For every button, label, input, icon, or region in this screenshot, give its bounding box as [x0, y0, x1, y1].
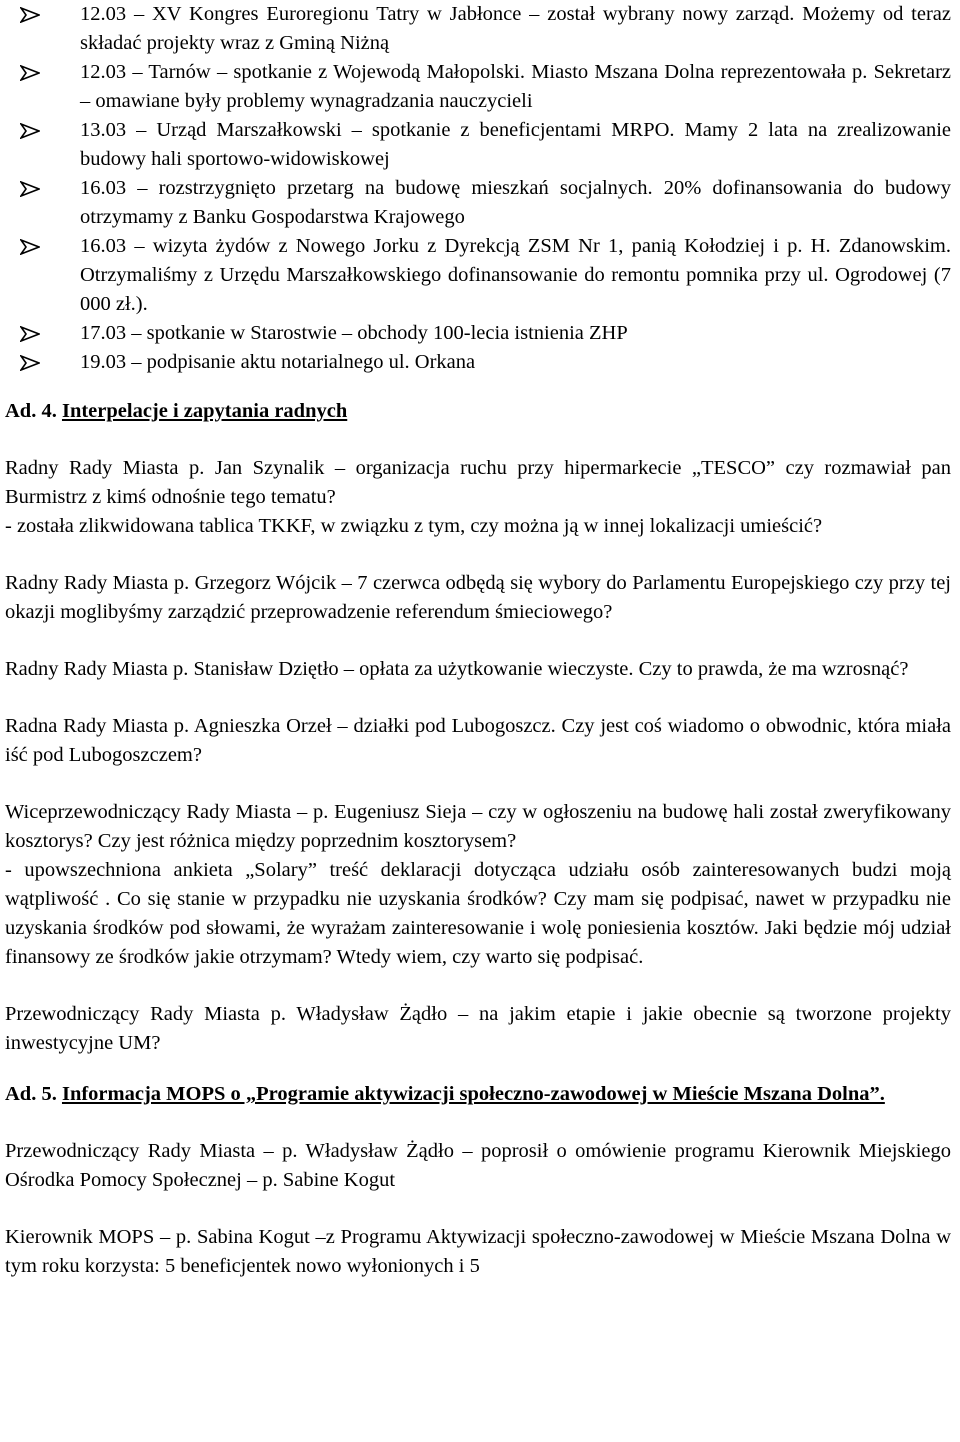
list-item: [5, 232, 951, 319]
section-heading-ad5: [5, 1080, 951, 1109]
list-item-text: 19.03 – podpisanie aktu notarialnego ul. Orkana: [80, 351, 476, 373]
document-page: [5, 0, 951, 1281]
list-item: [5, 116, 951, 174]
arrow-bullet-icon: [20, 7, 40, 23]
arrow-bullet-icon: [20, 181, 40, 197]
paragraph: - upowszechniona ankieta „Solary” treść deklaracji dotycząca udziału osób zainteresowanych budzi moją wątpliwość . Co się stanie w przypadku nie uzyskania środków? Czy mam się podpisać, nawet w przypadku nie uzyskania środków pod słowami, że wyrażam zainteresowanie i wolę poniesienia kosztów. Jaki będzie mój udział finansowy ze środków jakie otrzymam? Wtedy wiem, czy warto się podpisać.: [5, 859, 951, 968]
arrow-bullet-icon: [20, 355, 40, 371]
list-item-text: 16.03 – wizyta żydów z Nowego Jorku z Dyrekcją ZSM Nr 1, panią Kołodziej i p. H. Zdanowskim. Otrzymaliśmy z Urzędu Marszałkowskiego dofinansowanie do remontu pomnika przy ul. Ogrodowej (7 000 zł.).: [80, 235, 951, 315]
list-item: [5, 348, 951, 377]
section-number: Ad. 5.: [5, 1083, 62, 1105]
section-title: Interpelacje i zapytania radnych: [61, 400, 348, 422]
section-title: Informacja MOPS o „Programie aktywizacji społeczno-zawodowej w Mieście Mszana Dolna”.: [61, 1083, 885, 1105]
list-item-text: 17.03 – spotkanie w Starostwie – obchody 100-lecia istnienia ZHP: [80, 322, 628, 344]
arrow-bullet-icon: [20, 326, 40, 342]
arrow-bullet-icon: [20, 239, 40, 255]
list-item-text: 12.03 – XV Kongres Euroregionu Tatry w Jabłonce – został wybrany nowy zarząd. Możemy od teraz składać projekty wraz z Gminą Niżną: [80, 3, 951, 54]
paragraph: Radny Rady Miasta p. Grzegorz Wójcik – 7 czerwca odbędą się wybory do Parlamentu Europejskiego czy przy tej okazji moglibyśmy zarządzić przeprowadzenie referendum śmieciowego?: [5, 572, 951, 623]
list-item: [5, 319, 951, 348]
paragraph: Wiceprzewodniczący Rady Miasta – p. Eugeniusz Sieja – czy w ogłoszeniu na budowę hali został zweryfikowany kosztorys? Czy jest różnica między poprzednim kosztorysem?: [5, 801, 951, 852]
paragraph: Radna Rady Miasta p. Agnieszka Orzeł – działki pod Lubogoszcz. Czy jest coś wiadomo o obwodnic, która miała iść pod Lubogoszczem?: [5, 715, 951, 766]
paragraph: Radny Rady Miasta p. Stanisław Dziętło – opłata za użytkowanie wieczyste. Czy to prawda, że ma wzrosnąć?: [5, 658, 909, 680]
arrow-bullet-icon: [20, 65, 40, 81]
paragraph: - została zlikwidowana tablica TKKF, w związku z tym, czy można ją w innej lokalizacji umieścić?: [5, 515, 823, 537]
paragraph: Przewodniczący Rady Miasta – p. Władysław Żądło – poprosił o omówienie programu Kierownik Miejskiego Ośrodka Pomocy Społecznej – p. Sabine Kogut: [5, 1140, 951, 1191]
list-item: [5, 58, 951, 116]
list-item: [5, 174, 951, 232]
paragraph: Kierownik MOPS – p. Sabina Kogut –z Programu Aktywizacji społeczno-zawodowej w Mieście Mszana Dolna w tym roku korzysta: 5 beneficjentek nowo wyłonionych i 5: [5, 1226, 951, 1277]
paragraph: Przewodniczący Rady Miasta p. Władysław Żądło – na jakim etapie i jakie obecnie są tworzone projekty inwestycyjne UM?: [5, 1003, 951, 1054]
section-number: Ad. 4.: [5, 400, 62, 422]
activity-list: [5, 0, 951, 377]
arrow-bullet-icon: [20, 123, 40, 139]
list-item-text: 16.03 – rozstrzygnięto przetarg na budowę mieszkań socjalnych. 20% dofinansowania do budowy otrzymamy z Banku Gospodarstwa Krajowego: [80, 177, 951, 228]
list-item: [5, 0, 951, 58]
list-item-text: 12.03 – Tarnów – spotkanie z Wojewodą Małopolski. Miasto Mszana Dolna reprezentowała p. Sekretarz – omawiane były problemy wynagradzania nauczycieli: [80, 61, 951, 112]
paragraph: Radny Rady Miasta p. Jan Szynalik – organizacja ruchu przy hipermarkecie „TESCO” czy rozmawiał pan Burmistrz z kimś odnośnie tego tematu?: [5, 457, 951, 508]
list-item-text: 13.03 – Urząd Marszałkowski – spotkanie z beneficjentami MRPO. Mamy 2 lata na zrealizowanie budowy hali sportowo-widowiskowej: [80, 119, 951, 170]
section-heading-ad4: [5, 397, 951, 426]
